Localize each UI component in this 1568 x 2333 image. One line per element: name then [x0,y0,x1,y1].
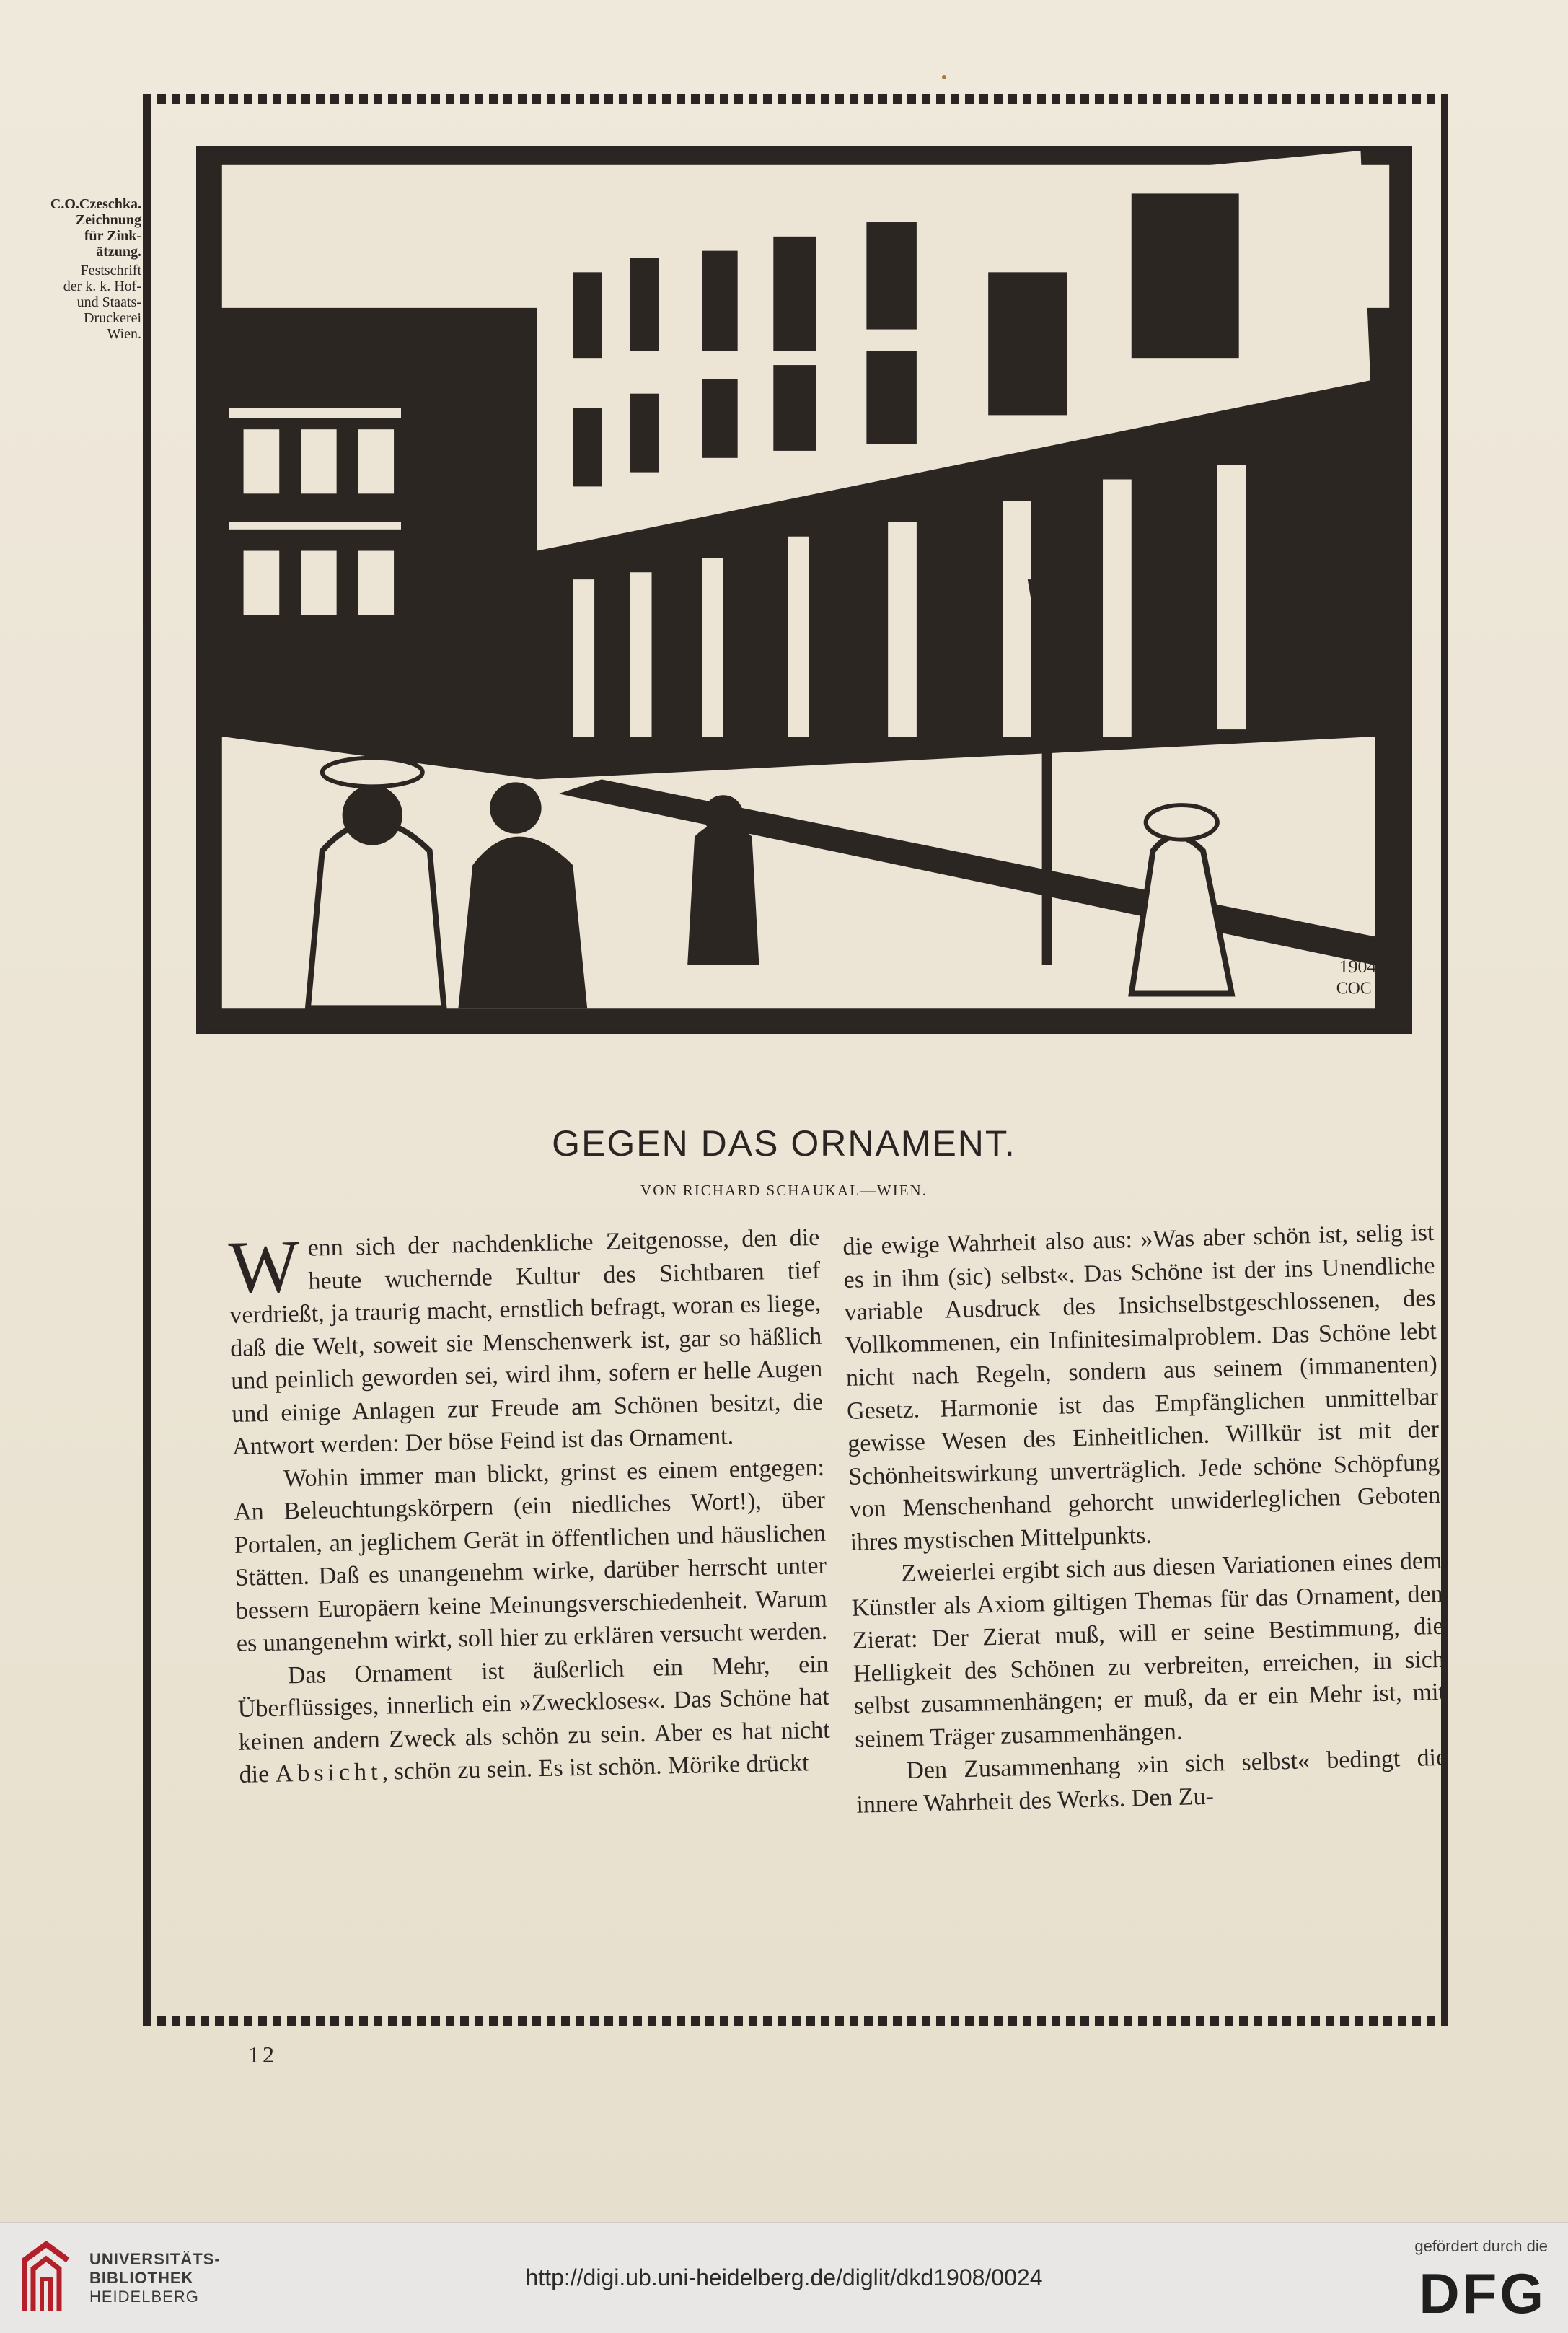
funding-caption: gefördert durch die [1414,2237,1548,2255]
artist-name: C.O.Czeschka. [50,196,141,212]
article-title: GEGEN DAS ORNAMENT. [552,1123,1016,1164]
technique-line: für Zink- [84,228,141,244]
library-name-line: UNIVERSITÄTS- [89,2250,221,2268]
viewer-footer [0,2222,1568,2333]
page-number: 12 [248,2042,277,2068]
paragraph [237,1648,831,1791]
technique-note [13,212,141,260]
library-name-line: BIBLIOTHEK [89,2269,194,2287]
text-column-right [842,1216,1448,1822]
source-line: der k. k. Hof- [63,278,141,294]
paragraph: Zweierlei ergibt sich aus diesen Variationen eines dem Künstler als Axiom giltigen Themas für das Ornament, den Zierat: Der Zierat muß, will er seine Bestimmung, die Helligkeit des Schönen zu verbreiten, erreichen, in sich selbst zusammenhängen; er muß, da er ein Mehr ist, mit seinem Träger zusammenhängen. [851,1547,1446,1753]
text-column-left [228,1221,831,1792]
permalink-url[interactable]: http://digi.ub.uni-heidelberg.de/diglit/dkd1908/0024 [525,2264,1043,2290]
monogram-year: 1904 [1339,955,1377,977]
source-line: Festschrift [80,263,141,278]
source-line: Druckerei [84,310,141,326]
paper-speck [942,75,946,79]
paragraph: die ewige Wahrheit also aus: »Was aber schön ist, selig ist es in ihm (sic) selbst«. Das Schöne ist der ins Unendliche variable Ausdruck des Insichselbstgeschlossenen, des Vollkommenen, ein Infinitesimalproblem. Das Schöne lebt nicht nach Regeln, sondern aus seinem (immanenten) Gesetz. Harmonie ist das Empfänglichen unmittelbar gewisse Wesen des Einheitlichen. Willkür ist mit der Schönheitswirkung unverträglich. Jede schöne Schöpfung von Menschenhand gehorcht unwiderleglichen Geboten ihres mystischen Mittelpunkts. [842,1218,1441,1556]
paragraph: Den Zusammenhang »in sich selbst« bedingt die innere Wahrheit des Werks. Den Zu- [855,1744,1448,1819]
technique-line: ätzung. [96,244,141,260]
paragraph-text: enn sich der nachdenkliche Zeitgenosse, den die heute wuchernde Kultur des Sichtbaren tief verdrießt, ja traurig macht, ernstlich befragt, woran es liege, daß die Welt, soweit sie Menschenwerk ist, gar so häßlich und peinlich geworden sei, wird ihm, sofern er helle Augen und einige Anlagen zur Freude am Schönen besitzt, die Antwort werden: Der böse Feind ist das Ornament. [229,1223,824,1460]
paragraph-text: Das Ornament ist äußerlich ein Mehr, ein Überflüssiges, innerlich ein »Zweckloses«. Das Schöne hat keinen andern Zweck als schön zu sein. Aber es hat nicht die [237,1651,830,1788]
library-name-line: HEIDELBERG [89,2288,199,2306]
paragraph: Wohin immer man blickt, grinst es einem entgegen: An Beleuchtungskörpern (ein niedliches Wort!), über Portalen, an jeglichem Gerät in öffentlichen und häuslichen Stätten. Daß es unangenehm wirke, darüber herrscht unter bessern Europäern keine Meinungsverschiedenheit. Warum es unangenehm wirkt, soll hier zu erklären versucht werden. [233,1454,828,1657]
emphasized-word: Absicht [275,1758,382,1788]
monogram-initials: COC [1336,979,1372,998]
paragraph [228,1221,824,1464]
source-note [13,263,141,342]
woodcut-street-scene [201,151,1408,1029]
street-scene-illustration [196,146,1412,1034]
dfg-logo[interactable]: DFG [1419,2262,1546,2325]
source-line: und Staats- [76,294,141,310]
drop-cap: W [227,1224,301,1309]
paragraph-text: , schön zu sein. Es ist schön. Mörike drückt [382,1749,809,1785]
technique-line: Zeichnung [75,212,141,228]
source-line: Wien. [107,326,141,342]
article-byline: VON RICHARD SCHAUKAL—WIEN. [640,1182,928,1199]
illustration-side-caption [13,196,141,342]
